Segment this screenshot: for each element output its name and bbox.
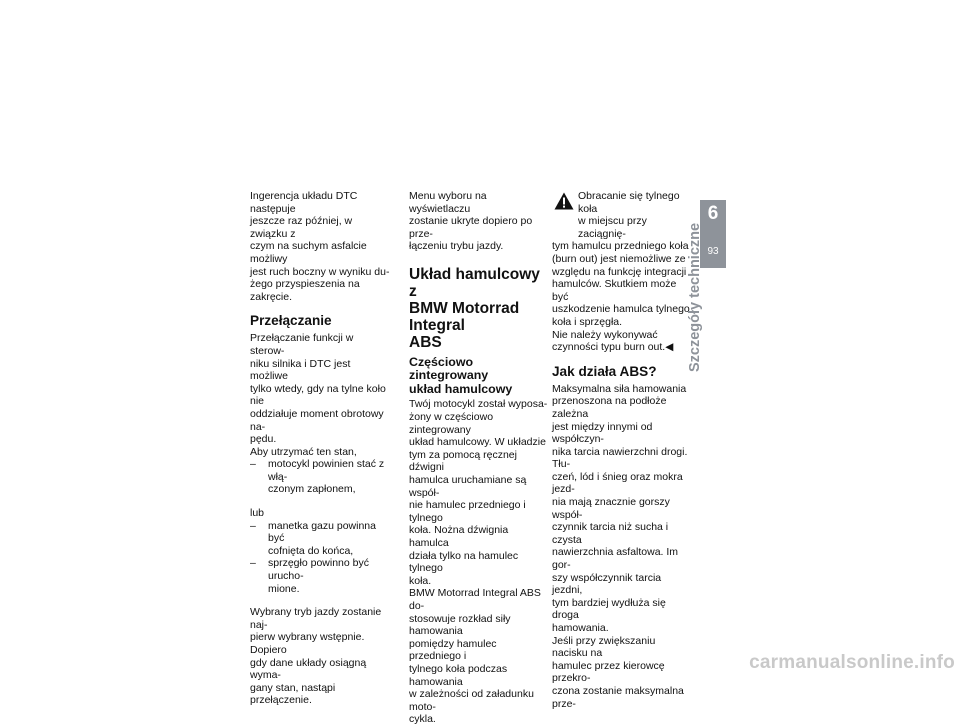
- column-1: [250, 190, 390, 707]
- text-line: sprzęgło powinno być urucho-: [268, 557, 369, 583]
- text-line: jest ruch boczny w wyniku du-: [250, 265, 390, 278]
- text-line: Wybrany tryb jazdy zostanie naj-: [250, 606, 382, 631]
- text-line: Obracanie się tylnego koła: [578, 190, 680, 215]
- menu-paragraph: [409, 190, 549, 253]
- text-line: tym hamulcu przedniego koła: [552, 240, 689, 253]
- text-line: cofnięta do końca,: [268, 544, 354, 557]
- text-line: tylko wtedy, gdy na tylne koło nie: [250, 382, 386, 408]
- text-line: hamulec przez kierowcę przekro-: [552, 659, 665, 685]
- text-line: tym bardziej wydłuża się droga: [552, 596, 666, 622]
- text-line: żony w częściowo zintegrowany: [409, 411, 494, 436]
- text-line: czynnik tarcia niż sucha i czysta: [552, 521, 669, 546]
- text-line: Ingerencja układu DTC następuje: [250, 190, 358, 215]
- text-line: koła i sprzęgła.: [552, 315, 623, 328]
- list-item: [250, 520, 390, 558]
- text-line: koła. Nożna dźwignia hamulca: [409, 524, 509, 549]
- text-line: nia mają znacznie gorszy współ-: [552, 496, 670, 521]
- text-line: względu na funkcję integracji: [552, 265, 687, 278]
- text-line: czona zostanie maksymalna prze-: [552, 684, 684, 710]
- text-line: w zależności od załadunku moto-: [409, 688, 534, 713]
- text-line: hamulców. Skutkiem może być: [552, 278, 677, 303]
- warning-block: [552, 190, 692, 240]
- text-line: gany stan, nastąpi przełączenie.: [250, 681, 336, 707]
- column-3: [552, 190, 692, 710]
- section-heading-jak-dziala-abs: Jak działa ABS?: [552, 363, 657, 379]
- text-line: czym na suchym asfalcie możliwy: [250, 240, 367, 265]
- text-line: tylnego koła podczas hamowania: [409, 662, 508, 688]
- section-heading-przelaczanie: Przełączanie: [250, 313, 332, 329]
- text-line: nie hamulec przedniego i tylnego: [409, 499, 526, 524]
- text-line: manetka gazu powinna być: [268, 519, 376, 545]
- heading-line: Układ hamulcowy z: [409, 265, 540, 300]
- text-line: hamulca uruchamiane są współ-: [409, 474, 527, 499]
- text-line: zostanie ukryte dopiero po prze-: [409, 215, 533, 240]
- text-line: (burn out) jest niemożliwe ze: [552, 252, 686, 265]
- text-line: mione.: [268, 582, 300, 595]
- text-line: nika tarcia nawierzchni drogi. Tłu-: [552, 445, 688, 471]
- text-line: gdy dane układy osiągną wyma-: [250, 656, 367, 682]
- heading-line: BMW Motorrad Integral: [409, 299, 520, 334]
- text-line: szy współczynnik tarcia jezdni,: [552, 571, 662, 597]
- text-line: działa tylko na hamulec tylnego: [409, 549, 519, 575]
- text-line: uszkodzenie hamulca tylnego: [552, 303, 690, 316]
- warning-triangle-icon: [554, 192, 574, 210]
- text-line: Menu wyboru na wyświetlaczu: [409, 190, 487, 215]
- text-line: łączeniu trybu jazdy.: [409, 240, 504, 253]
- text-line: układ hamulcowy. W układzie: [409, 436, 546, 449]
- text-line: przenoszona na podłoże zależna: [552, 395, 667, 420]
- text-line: cykla.: [409, 713, 436, 726]
- dash-marker: –: [250, 458, 256, 471]
- final-paragraph: [250, 606, 390, 707]
- section-heading-abs: [409, 266, 549, 351]
- text-line: pędu.: [250, 433, 277, 446]
- heading-line: układ hamulcowy: [409, 381, 513, 396]
- switching-paragraph: [250, 332, 390, 458]
- text-line: koła.: [409, 574, 432, 587]
- text-line: hamowania.: [552, 622, 609, 634]
- side-chapter-title: Szczegóły techniczne: [687, 222, 703, 372]
- dash-marker: –: [250, 519, 256, 532]
- text-line: jeszcze raz później, w związku z: [250, 215, 353, 240]
- text-line: BMW Motorrad Integral ABS do-: [409, 587, 541, 612]
- page-number: 93: [707, 246, 719, 257]
- subsection-heading: [409, 356, 549, 397]
- footer-watermark: carmanualsonline.info: [749, 652, 955, 673]
- lub-text: lub: [250, 507, 265, 520]
- text-line: jest między innymi od współczyn-: [552, 420, 653, 446]
- list-item: [250, 557, 390, 595]
- list-item: [250, 458, 390, 496]
- text-line: żego przyspieszenia na zakręcie.: [250, 278, 360, 303]
- column-2: [409, 190, 549, 726]
- heading-line: Częściowo zintegrowany: [409, 354, 489, 383]
- brake-paragraph: [409, 398, 549, 725]
- text-line: Jeśli przy zwiększaniu nacisku na: [552, 634, 656, 660]
- text-line: w miejscu przy zaciągnię-: [578, 215, 647, 240]
- text-line: czonym zapłonem,: [268, 483, 356, 496]
- text-line: motocykl powinien stać z włą-: [268, 458, 385, 483]
- text-line: Przełączanie funkcji w sterow-: [250, 332, 354, 357]
- text-line: niku silnika i DTC jest możliwe: [250, 357, 351, 383]
- text-line: czeń, lód i śnieg oraz mokra jezd-: [552, 470, 683, 496]
- text-line: stosowuje rozkład siły hamowania: [409, 612, 511, 638]
- text-line: pierw wybrany wstępnie. Dopiero: [250, 631, 365, 656]
- text-line: Twój motocykl został wyposa-: [409, 398, 548, 411]
- text-line: pomiędzy hamulec przedniego i: [409, 637, 497, 663]
- text-line: oddziałuje moment obrotowy na-: [250, 407, 384, 433]
- text-line: nawierzchnia asfaltowa. Im gor-: [552, 546, 679, 572]
- text-line: Aby utrzymać ten stan,: [250, 445, 357, 458]
- warning-text: [552, 240, 692, 353]
- heading-line: ABS: [409, 333, 442, 351]
- intro-paragraph: [250, 190, 390, 303]
- dash-marker: –: [250, 557, 256, 570]
- warning-end-text: Nie należy wykonywać czynności typu burn out.◀: [552, 328, 674, 354]
- text-line: Maksymalna siła hamowania: [552, 382, 687, 395]
- chapter-number: 6: [707, 203, 719, 224]
- text-line: tym za pomocą ręcznej dźwigni: [409, 448, 517, 474]
